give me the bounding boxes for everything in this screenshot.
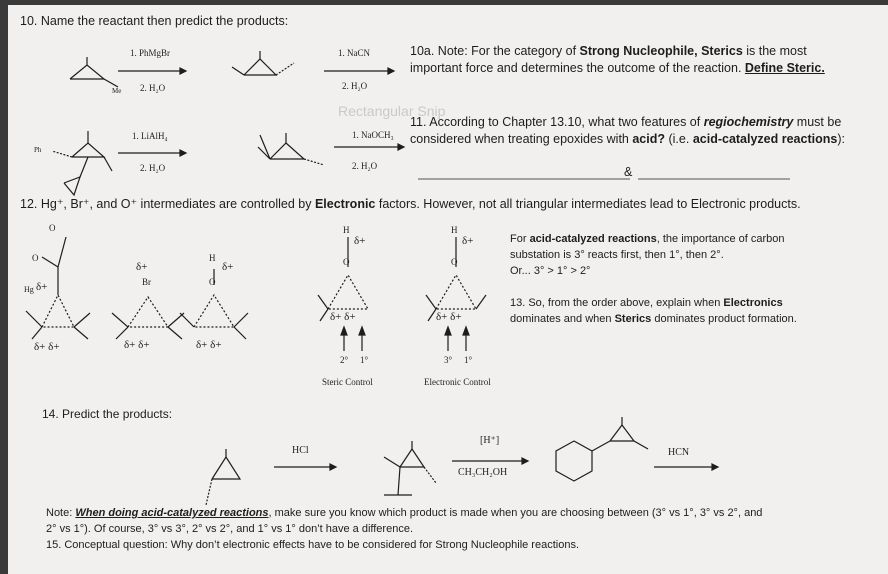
o-int-delta-pair: δ+ δ+ bbox=[196, 339, 222, 351]
r1-methyl-label: Me bbox=[112, 87, 122, 95]
q10a-line2: important force and determines the outcome of the reaction. Define Steric. bbox=[410, 61, 825, 75]
reaction-arrow-3 bbox=[118, 150, 186, 156]
steric-intermediate bbox=[318, 237, 368, 351]
electronic-h: H bbox=[451, 225, 458, 235]
acid-note-line2: substation is 3° reacts first, then 1°, then 2°. bbox=[510, 249, 724, 261]
r4-step1: 1. NaOCH₃ bbox=[352, 130, 394, 140]
q14-arrow-hcl bbox=[274, 464, 336, 470]
q14-arrow-hcn bbox=[654, 464, 718, 470]
steric-deg1: 1° bbox=[360, 355, 369, 365]
br-delta: δ+ bbox=[136, 261, 148, 273]
acid-note-line1: For acid-catalyzed reactions, the importance of carbon bbox=[510, 233, 785, 245]
steric-o: O bbox=[343, 257, 350, 267]
q11-line2: considered when treating epoxides with acid? (i.e. acid-catalyzed reactions): bbox=[410, 132, 845, 146]
epoxide-structure-2 bbox=[232, 51, 294, 75]
q11-ampersand: & bbox=[624, 165, 633, 179]
r4-step2: 2. H₂O bbox=[352, 161, 378, 171]
r3-step2: 2. H₂O bbox=[140, 163, 166, 173]
br-intermediate bbox=[112, 297, 184, 339]
q14-epoxide-2 bbox=[384, 441, 436, 495]
hg-label: Hg bbox=[24, 285, 34, 294]
q14-title: 14. Predict the products: bbox=[42, 407, 173, 421]
rectangular-snip-watermark: Rectangular Snip bbox=[338, 103, 446, 119]
r2-step1: 1. NaCN bbox=[338, 48, 370, 58]
steric-delta-pair: δ+ δ+ bbox=[330, 311, 356, 323]
br-label: Br bbox=[142, 277, 151, 287]
note-line1: Note: When doing acid-catalyzed reactions, make sure you know which product is made when you are choosing between (3° vs 1°, 3° vs 2°, and bbox=[46, 507, 763, 519]
r3-phenyl-label: Ph bbox=[34, 146, 42, 154]
q12-title: 12. Hg⁺, Br⁺, and O⁺ intermediates are controlled by Electronic factors. However, not all triangular intermediates lead to Electronic products. bbox=[20, 197, 801, 211]
q14-hcn: HCN bbox=[668, 447, 690, 458]
hg-top-o: O bbox=[49, 223, 56, 233]
electronic-intermediate bbox=[426, 237, 486, 351]
steric-control-label: Steric Control bbox=[322, 377, 373, 387]
hg-delta-pair: δ+ δ+ bbox=[34, 341, 60, 353]
r3-step1: 1. LiAlH₄ bbox=[132, 131, 168, 141]
q14-epoxide-1 bbox=[206, 449, 240, 505]
electronic-o: O bbox=[451, 257, 458, 267]
epoxide-structure-4 bbox=[258, 133, 324, 165]
q11-line1: 11. According to Chapter 13.10, what two features of regiochemistry must be bbox=[410, 115, 842, 129]
q13-line2: dominates and when Sterics dominates product formation. bbox=[510, 313, 797, 325]
electronic-delta-pair: δ+ δ+ bbox=[436, 311, 462, 323]
electronic-deg1: 1° bbox=[464, 355, 473, 365]
q14-cyclohexyl-epoxide bbox=[556, 417, 648, 481]
o-int-o: O bbox=[209, 277, 216, 287]
q14-hcl: HCl bbox=[292, 445, 309, 456]
reaction-arrow-2 bbox=[324, 68, 394, 74]
worksheet-page bbox=[8, 5, 888, 574]
q15-text: 15. Conceptual question: Why don’t electronic effects have to be considered for Strong Nucleophile reactions. bbox=[46, 539, 580, 551]
steric-deg2: 2° bbox=[340, 355, 349, 365]
electronic-control-label: Electronic Control bbox=[424, 377, 491, 387]
note-line2: 2° vs 1°). Of course, 3° vs 3°, 2° vs 2°, and 1° vs 1° don’t have a difference. bbox=[46, 523, 414, 535]
r2-step2: 2. H₂O bbox=[342, 81, 368, 91]
hg-delta: δ+ bbox=[36, 281, 48, 293]
hg-side-o: O bbox=[32, 253, 39, 263]
r1-step2: 2. H₂O bbox=[140, 83, 166, 93]
acid-note-line3: Or... 3° > 1° > 2° bbox=[510, 265, 591, 277]
r1-step1: 1. PhMgBr bbox=[130, 48, 171, 58]
q14-hplus: [H⁺] bbox=[480, 435, 500, 446]
electronic-deg3: 3° bbox=[444, 355, 453, 365]
q14-arrow-hplus bbox=[452, 458, 528, 464]
steric-delta: δ+ bbox=[354, 235, 366, 247]
q10a-line1: 10a. Note: For the category of Strong Nucleophile, Sterics is the most bbox=[410, 44, 807, 58]
electronic-delta: δ+ bbox=[462, 235, 474, 247]
o-int-delta: δ+ bbox=[222, 261, 234, 273]
reaction-arrow-4 bbox=[334, 144, 404, 150]
reaction-arrow-1 bbox=[118, 68, 186, 74]
o-int-h: H bbox=[209, 253, 216, 263]
q10-title: 10. Name the reactant then predict the products: bbox=[20, 14, 289, 28]
q14-solvent: CH₃CH₂OH bbox=[458, 467, 508, 478]
br-delta-pair: δ+ δ+ bbox=[124, 339, 150, 351]
steric-h: H bbox=[343, 225, 350, 235]
q13-line1: 13. So, from the order above, explain when Electronics bbox=[510, 297, 783, 309]
epoxide-structure-1 bbox=[70, 57, 118, 87]
epoxide-structure-3 bbox=[52, 131, 112, 195]
